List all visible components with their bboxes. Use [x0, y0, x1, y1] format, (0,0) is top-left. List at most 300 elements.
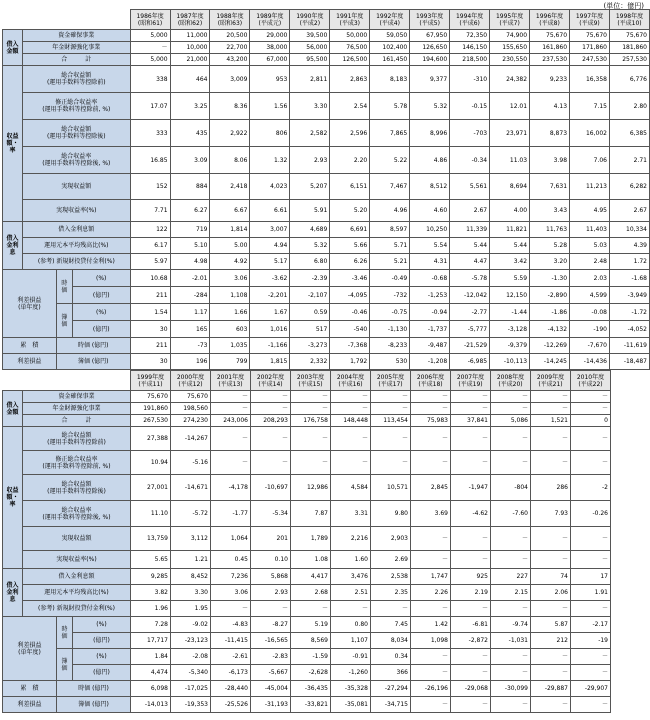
value-cell: 3,476 [331, 569, 371, 585]
value-cell: -7,368 [330, 338, 370, 354]
row-label-oku-text-0: (億円) [93, 669, 110, 676]
year-label: 1996年度 [535, 12, 564, 20]
value-cell: 5.03 [570, 238, 610, 254]
value-cell: － [451, 551, 491, 569]
value-cell: 1.32 [250, 147, 290, 174]
value-cell: 2.67 [609, 200, 649, 222]
year-label: 1995年度 [495, 12, 524, 20]
value-cell: 8,183 [370, 66, 410, 93]
row-label-r_shikin-text-0: 資金確保事業 [58, 32, 95, 39]
year-header [291, 371, 331, 391]
row-label-r_sogo [23, 427, 131, 451]
value-cell: － [451, 403, 491, 415]
header-blank [3, 371, 131, 391]
row-label-jika [56, 270, 72, 304]
value-cell: － [491, 527, 531, 551]
row-label-r_sogo-text-1: (運用手数料等控除前) [46, 79, 106, 86]
value-cell: － [411, 665, 451, 681]
era-label: (平成6) [459, 19, 480, 27]
value-cell: 719 [170, 222, 210, 238]
value-cell: 16,002 [570, 120, 610, 147]
year-label: 1987年度 [176, 12, 204, 20]
value-cell: 146,150 [450, 42, 490, 54]
row-label-r_sogo2-text-0: 総合収益額 [61, 126, 92, 133]
era-label: (平成4) [379, 19, 400, 27]
value-cell: 4,689 [290, 222, 330, 238]
value-cell: 5.97 [130, 254, 170, 270]
table-row [3, 304, 650, 321]
value-cell: -2.17 [571, 617, 611, 633]
value-cell: － [571, 697, 611, 713]
year-header [571, 371, 611, 391]
value-cell: -28,440 [211, 681, 251, 697]
value-cell: -2.39 [290, 270, 330, 287]
value-cell: -540 [330, 321, 370, 338]
value-cell: 5.20 [330, 200, 370, 222]
value-cell: 11,821 [490, 222, 530, 238]
table-row [3, 238, 650, 254]
value-cell: 0.45 [211, 551, 251, 569]
value-cell: 4.95 [570, 200, 610, 222]
value-cell: 3.25 [170, 93, 210, 120]
value-cell: 5.17 [250, 254, 290, 270]
value-cell: 37,841 [451, 415, 491, 427]
table-row [3, 427, 611, 451]
era-label: (平成14) [258, 380, 283, 388]
value-cell: － [451, 665, 491, 681]
value-cell: － [491, 403, 531, 415]
era-label: (平成3) [339, 19, 361, 27]
value-cell: 5.10 [170, 238, 210, 254]
table-row [3, 287, 650, 304]
year-label: 1999年度 [136, 373, 165, 381]
value-cell: 7.15 [570, 93, 610, 120]
value-cell: － [491, 451, 531, 475]
row-label-r_goukei-text-0: 合 計 [61, 417, 92, 424]
value-cell: 2.69 [371, 551, 411, 569]
row-label-r_jitsugen_ritsu [23, 551, 131, 569]
value-cell: 161,450 [370, 54, 410, 66]
row-label-r_shusei_ritsu-text-0: 修正総合収益率 [55, 99, 98, 106]
value-cell: -14,436 [570, 354, 610, 370]
value-cell: － [531, 427, 571, 451]
year-header [170, 10, 210, 30]
year-label: 1986年度 [136, 12, 164, 20]
value-cell: － [571, 451, 611, 475]
value-cell: -1,130 [370, 321, 410, 338]
value-cell: 7.71 [130, 200, 170, 222]
row-label-r_nenkin [22, 42, 130, 54]
row-label-oku-text-0: (億円) [93, 637, 110, 644]
table-row [3, 222, 650, 238]
table-row [3, 54, 650, 66]
value-cell: -9,379 [490, 338, 530, 354]
era-label: (平成10) [617, 19, 642, 27]
value-cell: 75,670 [609, 30, 649, 42]
value-cell: 1,098 [411, 633, 451, 649]
value-cell: 267,530 [131, 415, 171, 427]
table-row [3, 200, 650, 222]
value-cell: 530 [370, 354, 410, 370]
row-label-r_shusei_ritsu-text-1: (運用手数料等控除前, %) [42, 462, 111, 470]
era-label: (平成19) [458, 380, 483, 388]
year-label: 1992年度 [376, 12, 404, 20]
table-row [3, 30, 650, 42]
value-cell: － [411, 391, 451, 403]
value-cell: -4,178 [211, 475, 251, 501]
row-label-r_kariire-text-0: 借入金利息額 [58, 573, 95, 580]
header-blank [3, 10, 131, 30]
value-cell: 6,776 [609, 66, 649, 93]
row-label-r_shusei_ritsu [23, 451, 131, 475]
value-cell: 75,670 [530, 30, 570, 42]
year-header [210, 10, 250, 30]
year-label: 2005年度 [376, 373, 405, 381]
group-cumulative-pl [3, 697, 57, 713]
value-cell: -1.59 [291, 649, 331, 665]
year-label: 1988年度 [216, 12, 244, 20]
value-cell: 38,000 [250, 42, 290, 54]
value-cell: 8.36 [210, 93, 250, 120]
year-label: 2000年度 [176, 373, 205, 381]
value-cell: 2.80 [609, 93, 649, 120]
value-cell: -9,487 [410, 338, 450, 354]
year-label: 1997年度 [575, 12, 604, 20]
value-cell: 5.78 [370, 93, 410, 120]
value-cell: － [291, 601, 331, 617]
row-label-r_sogo2 [23, 475, 131, 501]
value-cell: 2.06 [531, 585, 571, 601]
value-cell: 201 [251, 527, 291, 551]
row-label-r_nenkin-text-0: 年金財源強化事業 [52, 405, 101, 412]
value-cell: -0.49 [370, 270, 410, 287]
year-header [410, 10, 450, 30]
value-cell: 10.94 [131, 451, 171, 475]
value-cell: -4.62 [451, 501, 491, 527]
value-cell: 3.42 [490, 254, 530, 270]
row-label-r_jitsugen [23, 527, 131, 551]
value-cell: 0.34 [371, 649, 411, 665]
value-cell: -2 [571, 475, 611, 501]
value-cell: -7,670 [570, 338, 610, 354]
value-cell: 5.32 [410, 93, 450, 120]
value-cell: 1.56 [250, 93, 290, 120]
value-cell: -12,042 [450, 287, 490, 304]
row-label-r_nenkin [23, 403, 131, 415]
row-label-boka-oku-text-0: 簿価 (億円) [77, 358, 109, 365]
value-cell: 5.87 [531, 617, 571, 633]
value-cell: -12,269 [530, 338, 570, 354]
value-cell: 2.15 [491, 585, 531, 601]
value-cell: 1,016 [250, 321, 290, 338]
value-cell: -30,099 [491, 681, 531, 697]
value-cell: 5.28 [530, 238, 570, 254]
table-row [3, 451, 611, 475]
value-cell: － [491, 427, 531, 451]
value-cell: 10,000 [170, 42, 210, 54]
table-row [3, 585, 611, 601]
year-header [609, 10, 649, 30]
value-cell: -0.68 [410, 270, 450, 287]
value-cell: － [451, 697, 491, 713]
value-cell: － [531, 451, 571, 475]
value-cell: 4.94 [250, 238, 290, 254]
row-label-r_goukei-text-0: 合 計 [61, 56, 92, 63]
value-cell: -1,208 [410, 354, 450, 370]
value-cell: 7.28 [131, 617, 171, 633]
year-header [171, 371, 211, 391]
value-cell: 2.51 [331, 585, 371, 601]
year-label: 2009年度 [536, 373, 565, 381]
value-cell: 2.93 [290, 147, 330, 174]
row-label-pct-text-0: (%) [96, 274, 107, 282]
value-cell: － [531, 403, 571, 415]
value-cell: 1.54 [130, 304, 170, 321]
value-cell: 7.93 [531, 501, 571, 527]
header-row [3, 371, 611, 391]
year-label: 2002年度 [256, 373, 285, 381]
value-cell: 925 [451, 569, 491, 585]
value-cell: 3,009 [210, 66, 250, 93]
value-cell: － [411, 527, 451, 551]
table-row [3, 697, 611, 713]
value-cell: 333 [130, 120, 170, 147]
row-label-r_sanko-text-0: (参考) 新規財投貸付金利(%) [38, 605, 115, 612]
row-label-r_jitsugen_ritsu-text-0: 実現収益率(%) [56, 207, 97, 214]
value-cell: 6.27 [170, 200, 210, 222]
value-cell: -3,273 [290, 338, 330, 354]
value-cell: -4,052 [609, 321, 649, 338]
value-cell: 2.35 [371, 585, 411, 601]
value-cell: 4.00 [490, 200, 530, 222]
row-label-r_jitsugen_ritsu [22, 200, 130, 222]
row-label-pct [72, 304, 130, 321]
value-cell: -16,565 [251, 633, 291, 649]
value-cell: 43,200 [210, 54, 250, 66]
value-cell: -35,081 [331, 697, 371, 713]
value-cell: 1,107 [331, 633, 371, 649]
value-cell: 8,452 [171, 569, 211, 585]
value-cell: 7,631 [530, 174, 570, 200]
table-row [3, 665, 611, 681]
value-cell: 6.17 [130, 238, 170, 254]
value-cell: 4.39 [609, 238, 649, 254]
value-cell: 122 [130, 222, 170, 238]
group-borrow-interest [3, 569, 23, 617]
value-cell: -1.44 [490, 304, 530, 321]
era-label: (平成13) [218, 380, 243, 388]
value-cell: － [331, 601, 371, 617]
value-cell: 8,512 [410, 174, 450, 200]
value-cell: 953 [250, 66, 290, 93]
value-cell: 7.45 [371, 617, 411, 633]
value-cell: 8,597 [370, 222, 410, 238]
value-cell: -10,697 [251, 475, 291, 501]
value-cell: -3,128 [490, 321, 530, 338]
value-cell: 243,006 [211, 415, 251, 427]
value-cell: 2,863 [330, 66, 370, 93]
value-cell: 196 [170, 354, 210, 370]
value-cell: 517 [290, 321, 330, 338]
year-header [411, 371, 451, 391]
value-cell: － [531, 391, 571, 403]
value-cell: 11,403 [570, 222, 610, 238]
value-cell: － [531, 665, 571, 681]
row-label-jika-oku [56, 338, 130, 354]
value-cell: 1,814 [210, 222, 250, 238]
value-cell: 9,285 [131, 569, 171, 585]
table-row [3, 66, 650, 93]
value-cell: 2.67 [450, 200, 490, 222]
value-cell: － [211, 451, 251, 475]
value-cell: 1,789 [291, 527, 331, 551]
value-cell: 1,792 [330, 354, 370, 370]
row-label-r_sanko [23, 601, 131, 617]
year-header [491, 371, 531, 391]
value-cell: -804 [491, 475, 531, 501]
table-row [3, 174, 650, 200]
value-cell: 286 [531, 475, 571, 501]
row-label-boka-oku [56, 354, 130, 370]
era-label: (平成15) [298, 380, 323, 388]
value-cell: 2,811 [290, 66, 330, 93]
value-cell: 75,670 [131, 391, 171, 403]
value-cell: -4,132 [530, 321, 570, 338]
value-cell: － [251, 601, 291, 617]
value-cell: -27,294 [371, 681, 411, 697]
value-cell: － [411, 551, 451, 569]
row-label-jika-oku-text-0: 時価 (億円) [77, 342, 109, 349]
value-cell: 191,860 [131, 403, 171, 415]
value-cell: － [371, 391, 411, 403]
row-label-oku [72, 321, 130, 338]
value-cell: － [531, 697, 571, 713]
value-cell: 5.91 [290, 200, 330, 222]
value-cell: 102,400 [370, 42, 410, 54]
value-cell: 16,358 [570, 66, 610, 93]
row-label-r_sogo_ritsu-text-1: (運用手数料等控除後, %) [42, 513, 111, 521]
year-header [531, 371, 571, 391]
value-cell: 8,569 [291, 633, 331, 649]
value-cell: 2.68 [291, 585, 331, 601]
value-cell: － [291, 403, 331, 415]
year-header [130, 10, 170, 30]
value-cell: 274,230 [171, 415, 211, 427]
value-cell: － [291, 427, 331, 451]
value-cell: － [531, 527, 571, 551]
table-row [3, 551, 611, 569]
value-cell: 2,596 [330, 120, 370, 147]
value-cell: -1,947 [451, 475, 491, 501]
value-cell: 75,670 [171, 391, 211, 403]
value-cell: 4.92 [210, 254, 250, 270]
value-cell: 6,282 [609, 174, 649, 200]
row-label-r_sogo2-text-0: 総合収益額 [61, 480, 92, 488]
value-cell: 2,332 [290, 354, 330, 370]
value-cell: 27,388 [131, 427, 171, 451]
year-header [211, 371, 251, 391]
value-cell: -34,715 [371, 697, 411, 713]
group-borrowing [3, 391, 23, 427]
year-label: 2007年度 [456, 373, 485, 381]
value-cell: 7,236 [211, 569, 251, 585]
value-cell: -2.01 [170, 270, 210, 287]
value-cell: － [571, 391, 611, 403]
value-cell: 0 [571, 415, 611, 427]
value-cell: -23,123 [171, 633, 211, 649]
table-row [3, 527, 611, 551]
value-cell: － [491, 601, 531, 617]
value-cell: 30 [130, 321, 170, 338]
value-cell: 56,000 [290, 42, 330, 54]
value-cell: -3.62 [250, 270, 290, 287]
value-cell: -1.77 [211, 501, 251, 527]
value-cell: -35,328 [331, 681, 371, 697]
value-cell: 76,500 [330, 42, 370, 54]
value-cell: -29,887 [531, 681, 571, 697]
year-header [570, 10, 610, 30]
value-cell: 2.48 [570, 254, 610, 270]
era-label: (昭和61) [137, 19, 163, 27]
value-cell: － [371, 403, 411, 415]
value-cell: 181,860 [609, 42, 649, 54]
value-cell: 5.44 [490, 238, 530, 254]
value-cell: 5.59 [490, 270, 530, 287]
value-cell: -3.46 [330, 270, 370, 287]
era-label: (平成16) [338, 380, 363, 388]
value-cell: -14,267 [171, 427, 211, 451]
table-row [3, 601, 611, 617]
value-cell: 1.21 [171, 551, 211, 569]
value-cell: 11,000 [170, 30, 210, 42]
row-label-r_sogo-text-0: 総合収益額 [61, 72, 92, 79]
year-label: 2008年度 [496, 373, 525, 381]
row-label-r_heikin [23, 585, 131, 601]
value-cell: 5,000 [130, 54, 170, 66]
value-cell: 806 [250, 120, 290, 147]
value-cell: 1.67 [250, 304, 290, 321]
value-cell: -31,193 [251, 697, 291, 713]
value-cell: 113,454 [371, 415, 411, 427]
era-label: (平成11) [138, 380, 163, 388]
value-cell: 2,582 [290, 120, 330, 147]
value-cell: 366 [371, 665, 411, 681]
value-cell: 5,000 [130, 30, 170, 42]
value-cell: － [491, 697, 531, 713]
value-cell: － [451, 527, 491, 551]
value-cell: -1,031 [491, 633, 531, 649]
year-header [330, 10, 370, 30]
row-label-boka-oku-text-0: 簿価 (億円) [78, 701, 109, 708]
value-cell: -0.91 [331, 649, 371, 665]
value-cell: － [211, 601, 251, 617]
group-borrowing-text-0: 借入金額 [6, 401, 19, 416]
value-cell: -2,107 [290, 287, 330, 304]
year-label: 2006年度 [416, 373, 445, 381]
value-cell: － [251, 451, 291, 475]
value-cell: -73 [170, 338, 210, 354]
group-cumulative-pl-text-0: 利差損益 [17, 701, 42, 708]
value-cell: -5,667 [251, 665, 291, 681]
value-cell: － [331, 403, 371, 415]
value-cell: 8.06 [210, 147, 250, 174]
row-label-r_jitsugen-text-0: 実現収益額 [61, 535, 92, 542]
value-cell: 4,584 [331, 475, 371, 501]
value-cell: 12.01 [490, 93, 530, 120]
row-label-r_jitsugen_ritsu-text-0: 実現収益率(%) [56, 556, 97, 563]
value-cell: － [411, 649, 451, 665]
value-cell: -2,890 [530, 287, 570, 304]
